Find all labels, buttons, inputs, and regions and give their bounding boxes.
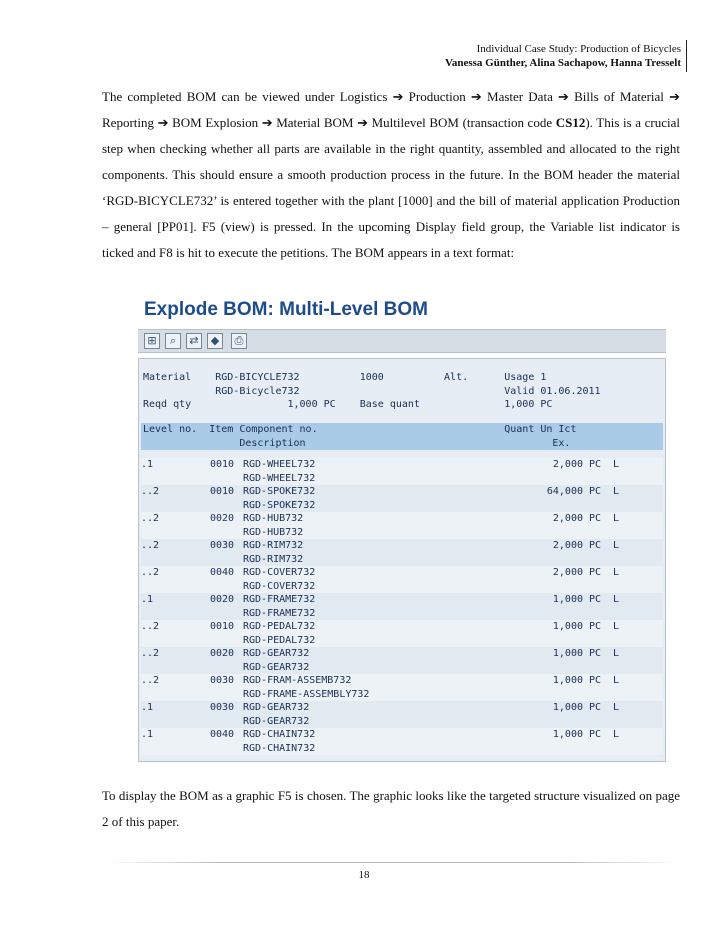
find-icon[interactable]: ⌕ — [165, 333, 181, 349]
unit-cell: PC — [589, 729, 602, 740]
description-cell: RGD-FRAME-ASSEMBLY732 — [243, 688, 370, 700]
header-title: Individual Case Study: Production of Bicycles — [476, 43, 681, 55]
unit-cell: PC — [589, 702, 602, 713]
item-cell: 0030 — [210, 540, 235, 551]
level-cell: ..2 — [141, 621, 160, 632]
component-cell: RGD-RIM732 — [243, 540, 304, 551]
item-cell: 0030 — [210, 702, 235, 713]
quant-cell: 2,000 — [552, 540, 583, 551]
header-divider — [686, 40, 687, 72]
sap-toolbar — [138, 329, 666, 353]
table-row[interactable] — [141, 566, 663, 593]
level-cell: .1 — [141, 459, 154, 470]
component-cell: RGD-PEDAL732 — [243, 621, 316, 632]
intro-paragraph: The completed BOM can be viewed under Logistics ➔ Production ➔ Master Data ➔ Bills of Material ➔ Reporting ➔ BOM Explosion ➔ Material BOM ➔ Multilevel BOM (transaction code CS12). This is a crucial step when checking whether all parts are available in the right quantity, assembled and allocated to the right components. This should ensure a smooth production process in the future. In the BOM header the material ‘RGD-BICYCLE732’ is entered together with the plant [1000] and the bill of material application Production – general [PP01]. F5 (view) is pressed. In the upcoming Display field group, the Variable list indicator is ticked and F8 is hit to execute the petitions. The BOM appears in a text format: — [102, 89, 681, 260]
component-cell: RGD-SPOKE732 — [243, 486, 316, 497]
table-row[interactable] — [141, 701, 663, 728]
quant-cell: 2,000 — [552, 459, 583, 470]
table-row[interactable] — [141, 728, 663, 755]
component-cell: RGD-GEAR732 — [243, 648, 310, 659]
table-row[interactable] — [141, 539, 663, 566]
description-cell: RGD-WHEEL732 — [243, 472, 316, 484]
arrow-icon: ➔ — [157, 115, 169, 130]
bom-column-headers: Level no. Item Component no. Quant Un Ict Description Ex. — [141, 423, 663, 450]
unit-cell: PC — [589, 621, 602, 632]
description-cell: RGD-COVER732 — [243, 580, 316, 592]
table-row[interactable] — [141, 458, 663, 485]
unit-cell: PC — [589, 540, 602, 551]
ict-cell: L — [613, 621, 620, 632]
item-cell: 0040 — [210, 567, 235, 578]
arrow-icon: ➔ — [470, 89, 482, 104]
description-cell: RGD-RIM732 — [243, 553, 304, 565]
level-cell: ..2 — [141, 513, 160, 524]
unit-cell: PC — [589, 648, 602, 659]
arrow-icon: ➔ — [669, 89, 681, 104]
level-cell: ..2 — [141, 486, 160, 497]
table-row[interactable] — [141, 620, 663, 647]
table-row[interactable] — [141, 512, 663, 539]
arrow-icon: ➔ — [261, 115, 273, 130]
level-cell: ..2 — [141, 540, 160, 551]
ict-cell: L — [613, 729, 620, 740]
table-row[interactable] — [141, 647, 663, 674]
component-cell: RGD-WHEEL732 — [243, 459, 316, 470]
description-cell: RGD-HUB732 — [243, 526, 304, 538]
description-cell: RGD-CHAIN732 — [243, 742, 316, 754]
component-cell: RGD-FRAM-ASSEMB732 — [243, 675, 352, 686]
footer-divider — [104, 862, 682, 863]
print-icon[interactable]: ⎙ — [231, 333, 247, 349]
table-row[interactable] — [141, 485, 663, 512]
quant-cell: 1,000 — [552, 594, 583, 605]
item-cell: 0010 — [210, 621, 235, 632]
unit-cell: PC — [589, 567, 602, 578]
unit-cell: PC — [589, 594, 602, 605]
ict-cell: L — [613, 513, 620, 524]
quant-cell: 1,000 — [552, 648, 583, 659]
item-cell: 0010 — [210, 459, 235, 470]
level-cell: .1 — [141, 702, 154, 713]
description-cell: RGD-GEAR732 — [243, 715, 310, 727]
ict-cell: L — [613, 540, 620, 551]
arrow-icon: ➔ — [558, 89, 569, 104]
header-authors: Vanessa Günther, Alina Sachapow, Hanna Tresselt — [444, 57, 681, 69]
transaction-code: CS12 — [555, 115, 586, 130]
description-cell: RGD-FRAME732 — [243, 607, 316, 619]
ict-cell: L — [613, 648, 620, 659]
unit-cell: PC — [589, 459, 602, 470]
item-cell: 0040 — [210, 729, 235, 740]
quant-cell: 1,000 — [552, 702, 583, 713]
level-cell: ..2 — [141, 648, 160, 659]
description-cell: RGD-PEDAL732 — [243, 634, 316, 646]
arrow-icon: ➔ — [392, 89, 404, 104]
item-cell: 0020 — [210, 513, 235, 524]
component-cell: RGD-FRAME732 — [243, 594, 316, 605]
component-cell: RGD-COVER732 — [243, 567, 316, 578]
quant-cell: 1,000 — [552, 621, 583, 632]
hierarchy-icon[interactable]: ⊞ — [144, 333, 160, 349]
description-cell: RGD-GEAR732 — [243, 661, 310, 673]
page-number: 18 — [358, 869, 370, 881]
bom-header-block: Material RGD-BICYCLE732 1000 Alt. Usage 1 RGD-Bicycle732 Valid 01.06.2011 Reqd qty 1,000 PC Base quant 1,000 PC — [143, 372, 601, 410]
quant-cell: 2,000 — [552, 513, 583, 524]
item-cell: 0020 — [210, 648, 235, 659]
item-cell: 0020 — [210, 594, 235, 605]
level-cell: .1 — [141, 594, 154, 605]
unit-cell: PC — [589, 513, 602, 524]
component-cell: RGD-GEAR732 — [243, 702, 310, 713]
table-row[interactable] — [141, 593, 663, 620]
bom-rows — [141, 458, 663, 755]
sap-window-title: Explode BOM: Multi-Level BOM — [144, 299, 428, 320]
settings-icon[interactable]: ◆ — [207, 333, 223, 349]
arrow-icon: ➔ — [357, 115, 368, 130]
quant-cell: 64,000 — [546, 486, 583, 497]
component-cell: RGD-HUB732 — [243, 513, 304, 524]
item-cell: 0030 — [210, 675, 235, 686]
ict-cell: L — [613, 594, 620, 605]
ict-cell: L — [613, 486, 620, 497]
unit-cell: PC — [589, 675, 602, 686]
ict-cell: L — [613, 675, 620, 686]
component-cell: RGD-CHAIN732 — [243, 729, 316, 740]
quant-cell: 1,000 — [552, 675, 583, 686]
outro-paragraph: To display the BOM as a graphic F5 is chosen. The graphic looks like the targeted structure visualized on page 2 of this paper. — [102, 788, 680, 829]
level-cell: .1 — [141, 729, 154, 740]
description-cell: RGD-SPOKE732 — [243, 499, 316, 511]
running-header — [445, 42, 681, 70]
bom-list-panel — [138, 358, 666, 762]
ict-cell: L — [613, 459, 620, 470]
ict-cell: L — [613, 702, 620, 713]
quant-cell: 1,000 — [552, 729, 583, 740]
level-cell: ..2 — [141, 675, 160, 686]
quant-cell: 2,000 — [552, 567, 583, 578]
item-cell: 0010 — [210, 486, 235, 497]
expand-icon[interactable]: ⇄ — [186, 333, 202, 349]
ict-cell: L — [613, 567, 620, 578]
unit-cell: PC — [589, 486, 602, 497]
level-cell: ..2 — [141, 567, 160, 578]
sap-bom-screenshot — [132, 293, 672, 765]
table-row[interactable] — [141, 674, 663, 701]
